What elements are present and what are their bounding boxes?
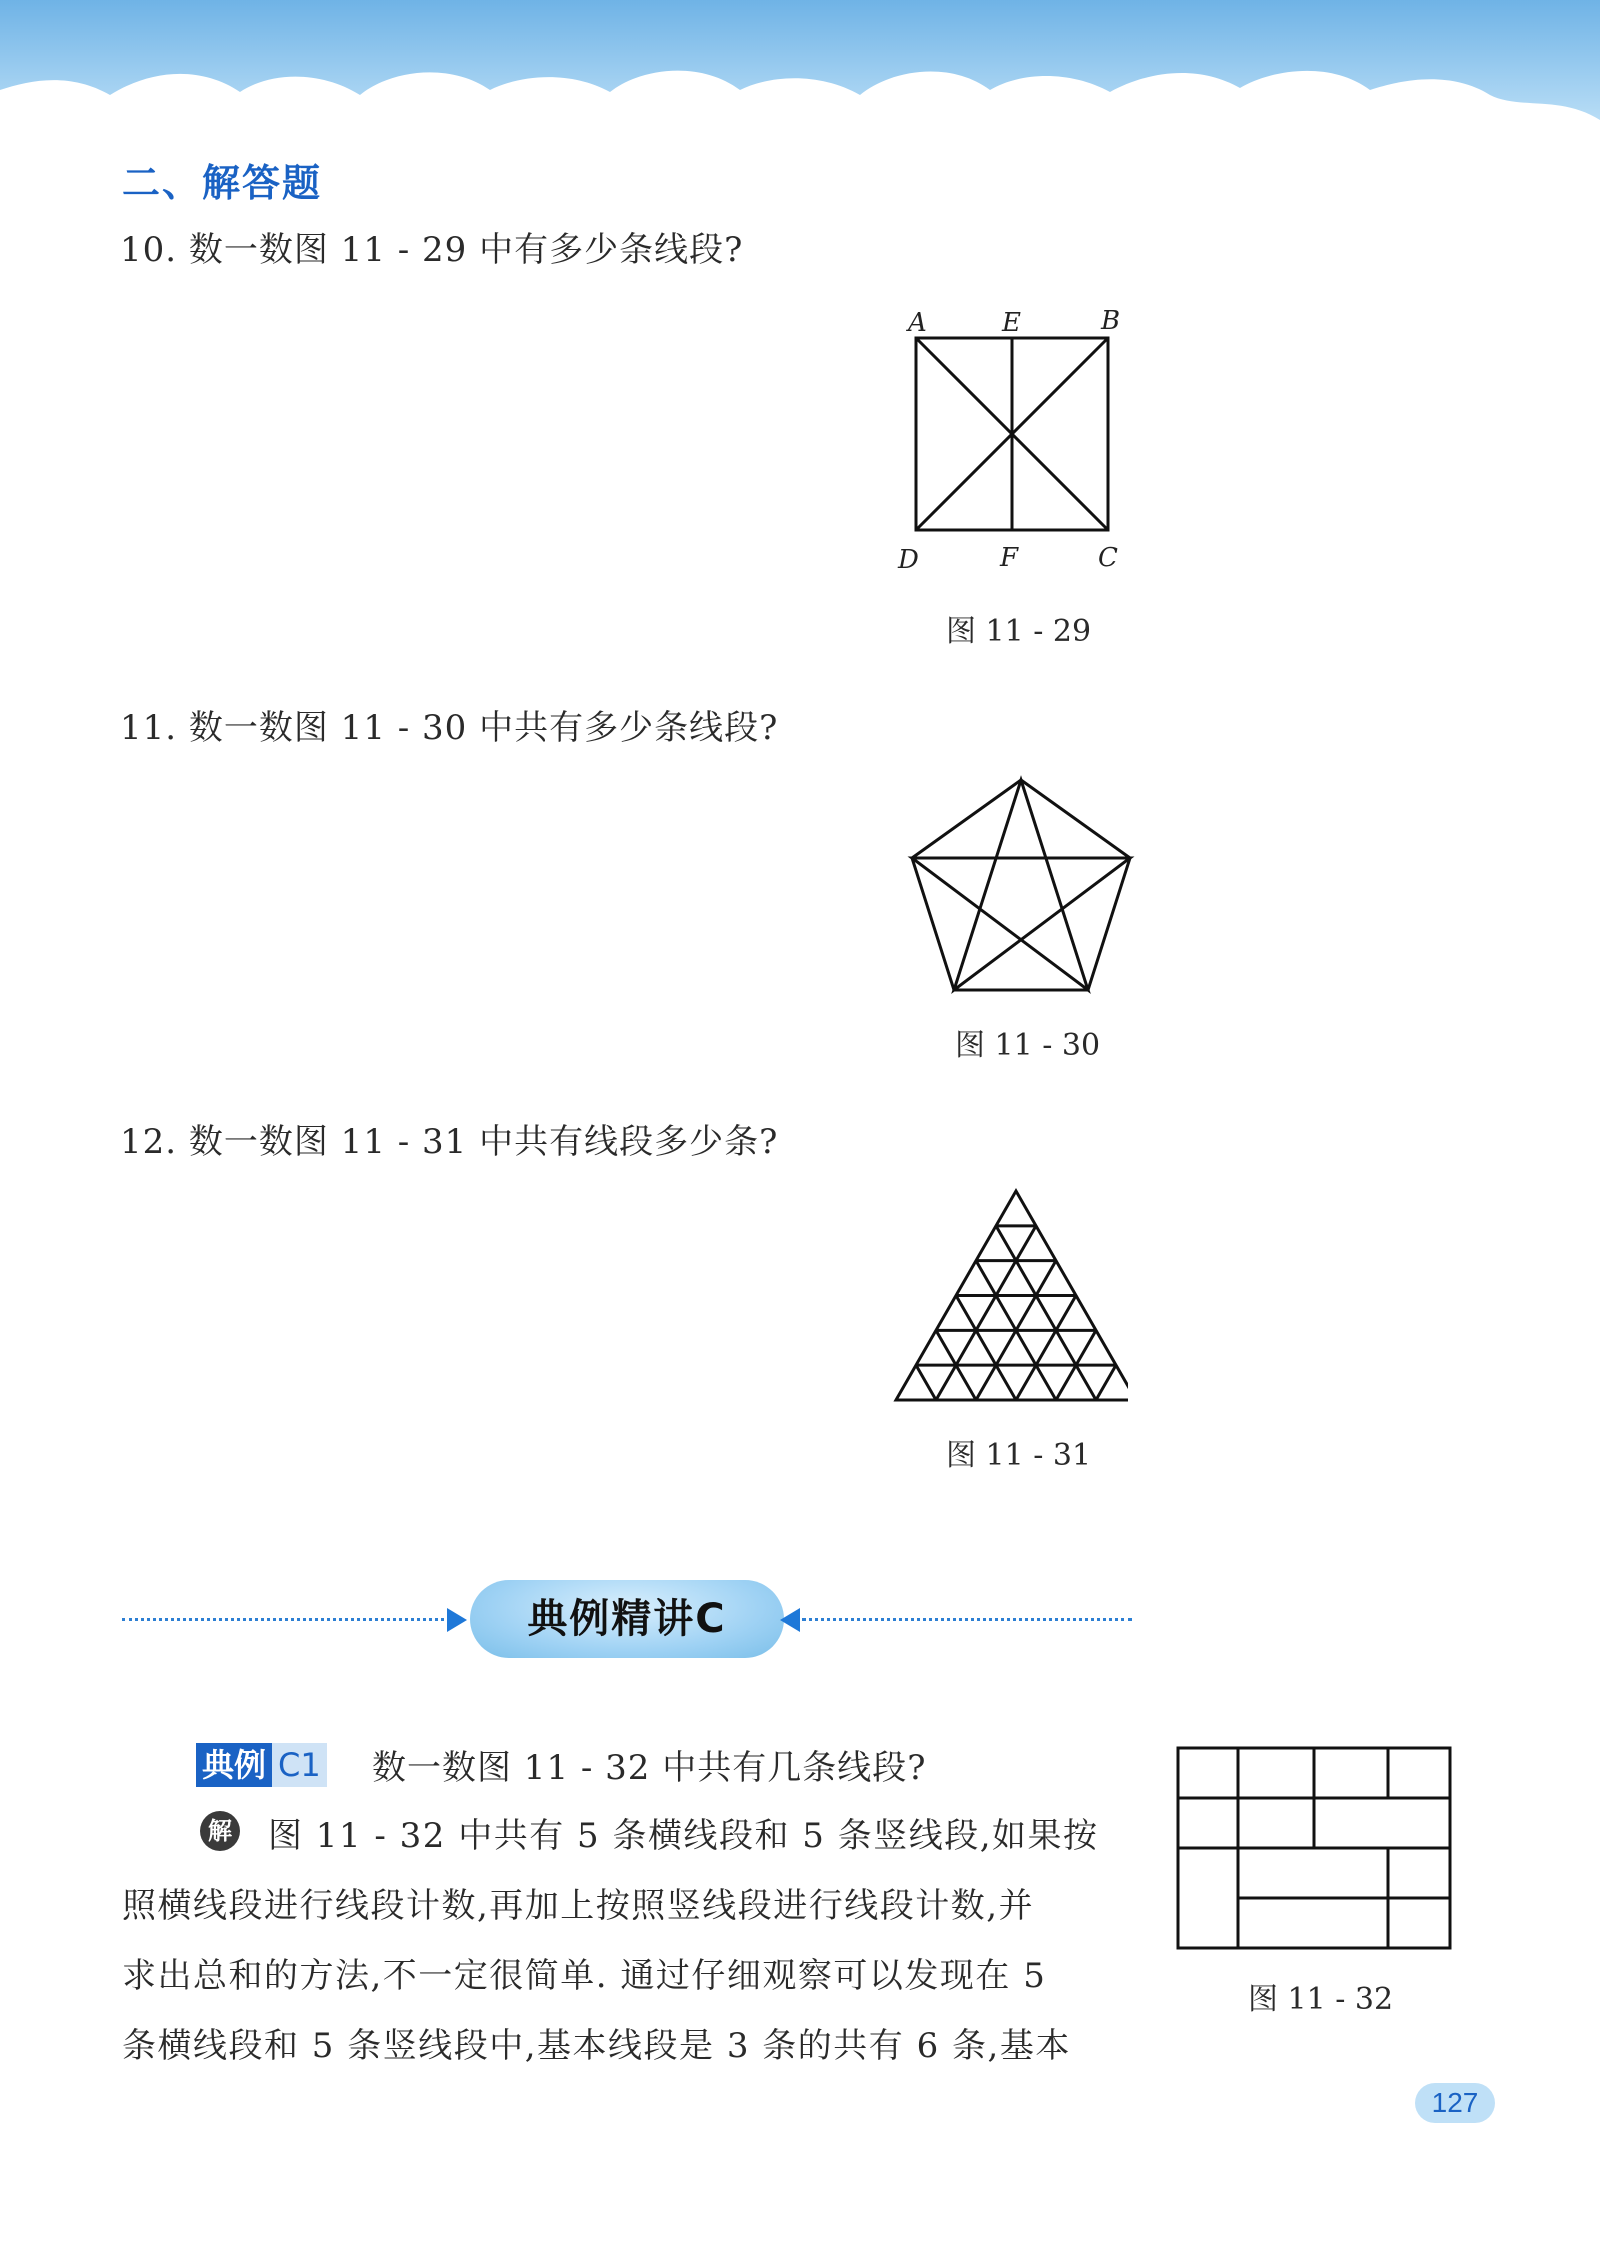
sky-cloud-header: [0, 0, 1600, 150]
point-c-label: C: [1098, 543, 1118, 573]
figure-pentagon-star: [906, 772, 1136, 1000]
figure-square-diagonals: [880, 300, 1130, 580]
figure-grid-segments: [1176, 1746, 1452, 1952]
grid-line: [996, 1226, 1096, 1400]
figure-caption-11-31: 图 11 - 31: [946, 1438, 1092, 1473]
figure-caption-11-29: 图 11 - 29: [946, 614, 1092, 649]
pentagon-outline: [912, 780, 1130, 990]
solution-line: 图 11 - 32 中共有 5 条横线段和 5 条竖线段,如果按: [268, 1816, 1099, 1856]
solution-line: 求出总和的方法,不一定很简单. 通过仔细观察可以发现在 5: [122, 1956, 1047, 1996]
solution-line: 照横线段进行线段计数,再加上按照竖线段进行线段计数,并: [122, 1886, 1035, 1926]
page-number: 127: [1415, 2083, 1495, 2123]
arrow-left-icon: [780, 1608, 800, 1632]
figure-caption-11-32: 图 11 - 32: [1248, 1982, 1394, 2017]
question-10: 10. 数一数图 11 - 29 中有多少条线段?: [120, 230, 744, 270]
point-b-label: B: [1101, 306, 1121, 336]
solution-badge: 解: [200, 1811, 240, 1851]
grid-line: [916, 1365, 936, 1400]
figure-triangle-grid: [888, 1186, 1128, 1406]
section-banner: 典例精讲C: [470, 1580, 784, 1658]
section-title: 二、解答题: [122, 161, 323, 205]
question-12: 12. 数一数图 11 - 31 中共有线段多少条?: [120, 1122, 779, 1162]
arrow-right-icon: [447, 1608, 467, 1632]
divider-right: [802, 1618, 1132, 1621]
example-tag-number: C1: [272, 1743, 327, 1787]
example-tag: [196, 1743, 327, 1787]
solution-line: 条横线段和 5 条竖线段中,基本线段是 3 条的共有 6 条,基本: [122, 2026, 1071, 2066]
figure-caption-11-30: 图 11 - 30: [955, 1028, 1101, 1063]
example-question: 数一数图 11 - 32 中共有几条线段?: [372, 1748, 927, 1788]
point-f-label: F: [1000, 543, 1019, 573]
question-11: 11. 数一数图 11 - 30 中共有多少条线段?: [120, 708, 779, 748]
grid-line: [936, 1226, 1036, 1400]
example-tag-label: 典例: [196, 1743, 272, 1787]
divider-left: [122, 1618, 444, 1621]
point-d-label: D: [898, 545, 919, 575]
point-e-label: E: [1002, 308, 1021, 338]
grid-line: [1096, 1365, 1116, 1400]
point-a-label: A: [908, 308, 927, 338]
